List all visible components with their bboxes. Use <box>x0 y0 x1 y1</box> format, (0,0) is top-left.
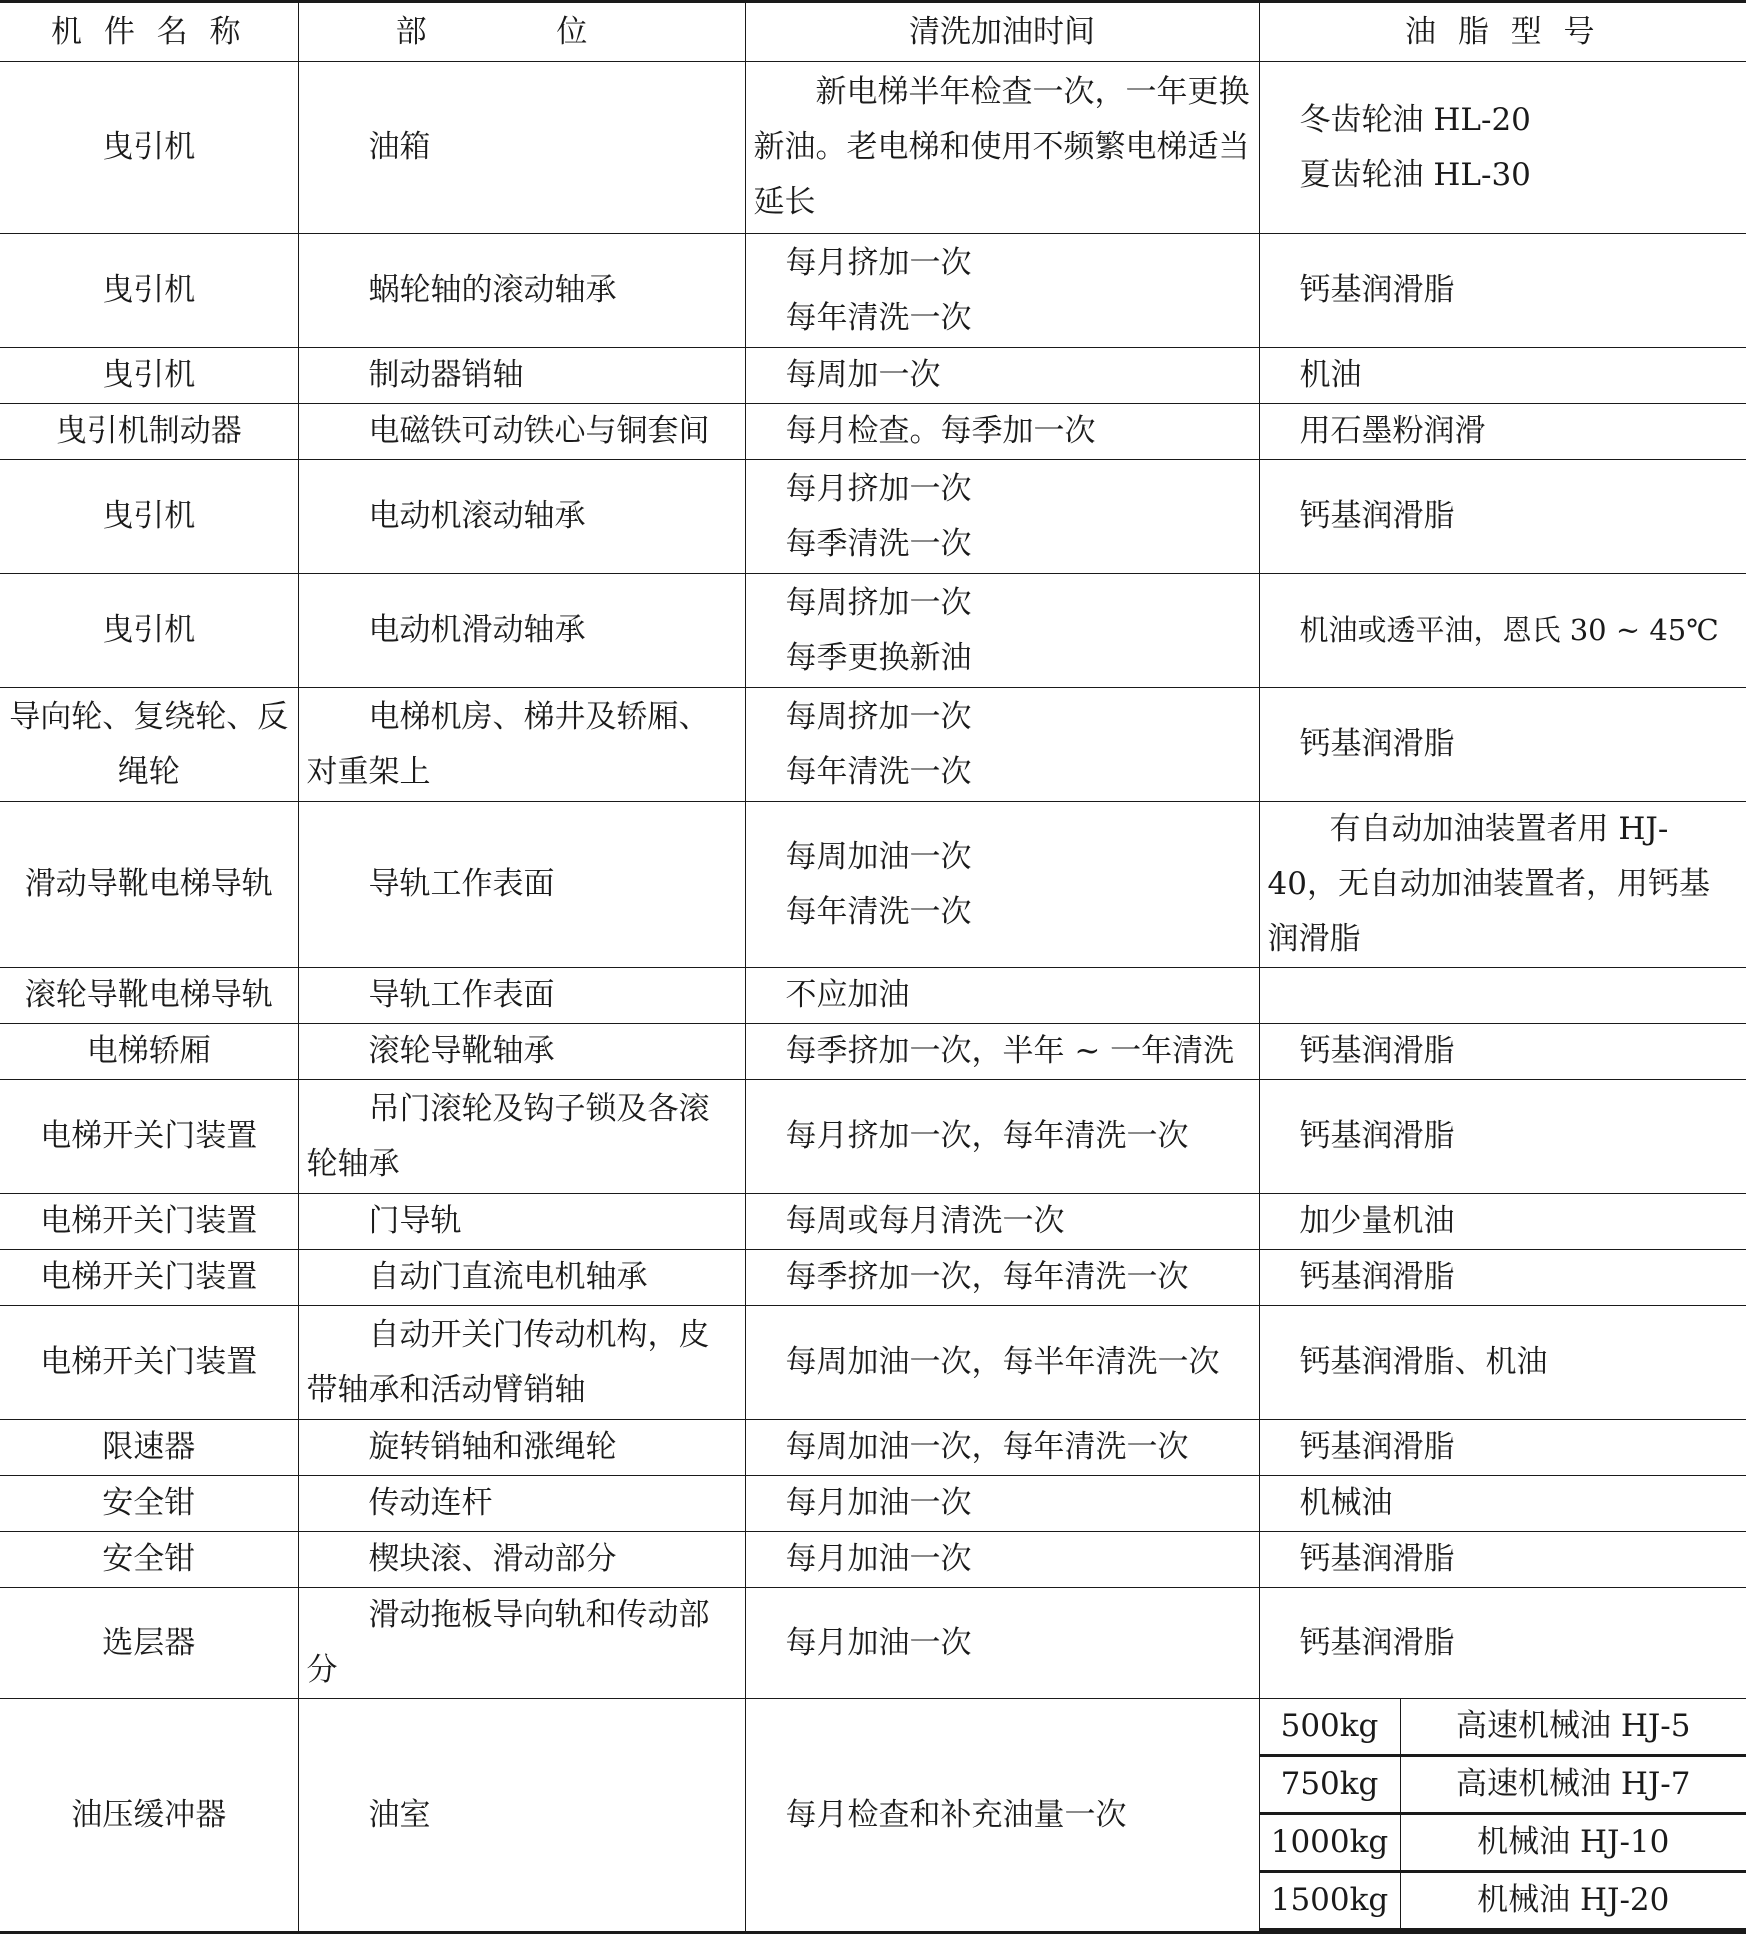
row-oil: 钙基润滑脂 <box>1259 1080 1746 1194</box>
row-part: 制动器销轴 <box>298 348 745 404</box>
row-oil: 钙基润滑脂 <box>1259 460 1746 574</box>
header-oil: 油 脂 型 号 <box>1259 2 1746 62</box>
row-name: 电梯开关门装置 <box>0 1250 298 1306</box>
row-part: 滚轮导靴轴承 <box>298 1024 745 1080</box>
table-row <box>0 404 1746 460</box>
row-time: 不应加油 <box>745 968 1259 1024</box>
row-time: 新电梯半年检查一次，一年更换新油。老电梯和使用不频繁电梯适当延长 <box>745 62 1259 234</box>
row-time: 每周或每月清洗一次 <box>745 1194 1259 1250</box>
header-time: 清洗加油时间 <box>745 2 1259 62</box>
row-part: 自动开关门传动机构，皮带轴承和活动臂销轴 <box>298 1306 745 1420</box>
table-row <box>0 1024 1746 1080</box>
row-name: 曳引机 <box>0 234 298 348</box>
row-time: 每月检查。每季加一次 <box>745 404 1259 460</box>
table-row <box>0 802 1746 968</box>
row-part: 蜗轮轴的滚动轴承 <box>298 234 745 348</box>
row-part: 滑动拖板导向轨和传动部分 <box>298 1588 745 1699</box>
row-name: 电梯开关门装置 <box>0 1194 298 1250</box>
table-row <box>0 234 1746 348</box>
row-part: 油室 <box>298 1699 745 1933</box>
row-time: 每周加一次 <box>745 348 1259 404</box>
time-line: 每年清洗一次 <box>785 299 972 336</box>
buffer-weight: 500kg <box>1260 1699 1401 1756</box>
row-time: 每季挤加一次，半年 ~ 一年清洗 <box>745 1024 1259 1080</box>
table-row <box>0 62 1746 234</box>
table-row <box>0 1250 1746 1306</box>
row-part: 门导轨 <box>298 1194 745 1250</box>
row-name: 安全钳 <box>0 1476 298 1532</box>
time-line: 每周挤加一次 <box>785 584 972 621</box>
buffer-oil: 高速机械油 HJ-7 <box>1400 1756 1746 1814</box>
row-oil: 钙基润滑脂 <box>1259 1420 1746 1476</box>
row-time: 每月挤加一次，每年清洗一次 <box>745 1080 1259 1194</box>
row-name: 曳引机 <box>0 62 298 234</box>
row-name: 油压缓冲器 <box>0 1699 298 1933</box>
row-time: 每月检查和补充油量一次 <box>745 1699 1259 1933</box>
oil-line: 冬齿轮油 HL-20 <box>1299 101 1531 138</box>
row-oil: 机油 <box>1259 348 1746 404</box>
time-line: 每月挤加一次 <box>785 244 972 281</box>
row-oil: 钙基润滑脂 <box>1259 1024 1746 1080</box>
table-row <box>0 1588 1746 1699</box>
row-time: 每月加油一次 <box>745 1588 1259 1699</box>
row-oil: 钙基润滑脂 <box>1259 1532 1746 1588</box>
table-row <box>0 1420 1746 1476</box>
table-row <box>0 688 1746 802</box>
row-time <box>745 688 1259 802</box>
table-row <box>0 968 1746 1024</box>
table-row <box>0 1476 1746 1532</box>
row-time: 每周加油一次，每半年清洗一次 <box>745 1306 1259 1420</box>
header-part: 部 位 <box>298 2 745 62</box>
row-part: 旋转销轴和涨绳轮 <box>298 1420 745 1476</box>
table-row <box>0 1080 1746 1194</box>
buffer-weight: 1000kg <box>1260 1814 1401 1872</box>
table-row <box>0 348 1746 404</box>
row-oil: 钙基润滑脂 <box>1259 1250 1746 1306</box>
row-time <box>745 234 1259 348</box>
row-oil: 用石墨粉润滑 <box>1259 404 1746 460</box>
buffer-oil: 机械油 HJ-10 <box>1400 1814 1746 1872</box>
table-row <box>0 1306 1746 1420</box>
row-time <box>745 574 1259 688</box>
buffer-weight: 750kg <box>1260 1756 1401 1814</box>
buffer-weight: 1500kg <box>1260 1872 1401 1930</box>
row-time: 每周加油一次，每年清洗一次 <box>745 1420 1259 1476</box>
row-time <box>745 802 1259 968</box>
row-name: 导向轮、复绕轮、反绳轮 <box>0 688 298 802</box>
header-name: 机 件 名 称 <box>0 2 298 62</box>
row-time: 每季挤加一次，每年清洗一次 <box>745 1250 1259 1306</box>
row-part: 传动连杆 <box>298 1476 745 1532</box>
table-row <box>0 1194 1746 1250</box>
table-row <box>0 1532 1746 1588</box>
row-name: 曳引机 <box>0 460 298 574</box>
row-oil: 钙基润滑脂 <box>1259 1588 1746 1699</box>
row-part: 吊门滚轮及钩子锁及各滚轮轴承 <box>298 1080 745 1194</box>
row-name: 限速器 <box>0 1420 298 1476</box>
row-name: 选层器 <box>0 1588 298 1699</box>
table-row <box>0 460 1746 574</box>
row-name: 滑动导靴电梯导轨 <box>0 802 298 968</box>
row-oil: 有自动加油装置者用 HJ-40，无自动加油装置者，用钙基润滑脂 <box>1259 802 1746 968</box>
time-line: 每季更换新油 <box>785 639 972 676</box>
row-name: 电梯开关门装置 <box>0 1080 298 1194</box>
row-oil: 钙基润滑脂、机油 <box>1259 1306 1746 1420</box>
row-oil: 机油或透平油，恩氏 30 ~ 45℃ <box>1259 574 1746 688</box>
row-time <box>745 460 1259 574</box>
row-part: 电动机滚动轴承 <box>298 460 745 574</box>
table-row <box>0 574 1746 688</box>
row-name: 曳引机制动器 <box>0 404 298 460</box>
row-name: 曳引机 <box>0 348 298 404</box>
row-oil: 钙基润滑脂 <box>1259 688 1746 802</box>
row-name: 电梯轿厢 <box>0 1024 298 1080</box>
time-line: 每年清洗一次 <box>785 753 972 790</box>
time-line: 每年清洗一次 <box>785 893 972 930</box>
buffer-weight-oil-table <box>1260 1699 1747 1931</box>
row-part: 楔块滚、滑动部分 <box>298 1532 745 1588</box>
row-oil: 钙基润滑脂 <box>1259 234 1746 348</box>
row-time: 每月加油一次 <box>745 1532 1259 1588</box>
table-header-row <box>0 2 1746 62</box>
time-line: 每季清洗一次 <box>785 525 972 562</box>
row-oil <box>1259 62 1746 234</box>
row-name: 安全钳 <box>0 1532 298 1588</box>
row-part: 电磁铁可动铁心与铜套间 <box>298 404 745 460</box>
time-line: 每周挤加一次 <box>785 698 972 735</box>
row-oil-split <box>1259 1699 1746 1933</box>
row-time: 每月加油一次 <box>745 1476 1259 1532</box>
buffer-oil: 高速机械油 HJ-5 <box>1400 1699 1746 1756</box>
row-name: 曳引机 <box>0 574 298 688</box>
row-part: 自动门直流电机轴承 <box>298 1250 745 1306</box>
row-part: 油箱 <box>298 62 745 234</box>
row-part: 电动机滑动轴承 <box>298 574 745 688</box>
row-oil <box>1259 968 1746 1024</box>
time-line: 每月挤加一次 <box>785 470 972 507</box>
time-line: 每周加油一次 <box>785 838 972 875</box>
oil-line: 夏齿轮油 HL-30 <box>1299 156 1531 193</box>
row-part: 导轨工作表面 <box>298 802 745 968</box>
row-part: 导轨工作表面 <box>298 968 745 1024</box>
buffer-oil: 机械油 HJ-20 <box>1400 1872 1746 1930</box>
row-name: 电梯开关门装置 <box>0 1306 298 1420</box>
row-oil: 机械油 <box>1259 1476 1746 1532</box>
table-row-buffer <box>0 1699 1746 1933</box>
row-oil: 加少量机油 <box>1259 1194 1746 1250</box>
row-part: 电梯机房、梯井及轿厢、对重架上 <box>298 688 745 802</box>
row-name: 滚轮导靴电梯导轨 <box>0 968 298 1024</box>
